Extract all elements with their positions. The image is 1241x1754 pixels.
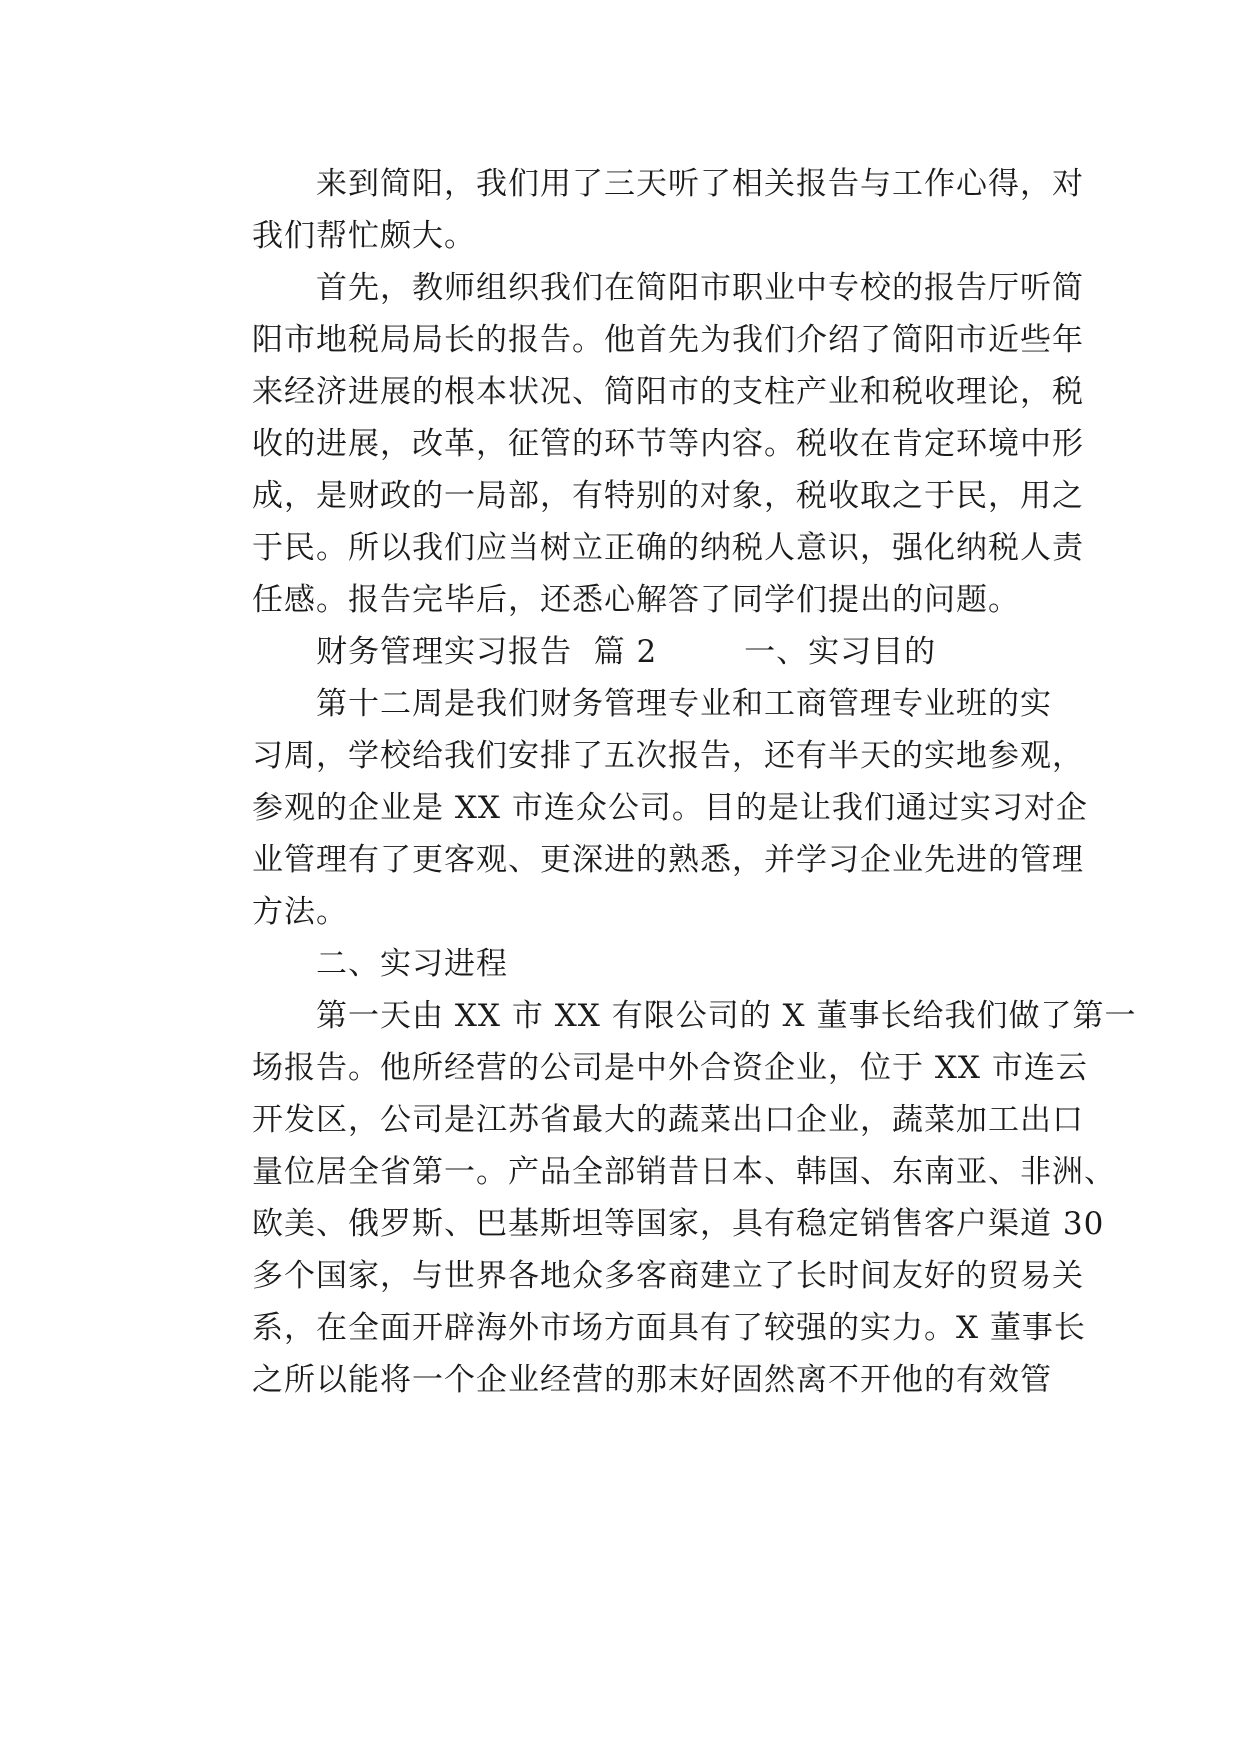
- text-line: 二、实习进程: [316, 946, 508, 982]
- paragraph: [190, 990, 1137, 1406]
- text-line: 欧美、俄罗斯、巴基斯坦等国家，具有稳定销售客户渠道 30: [252, 1206, 1105, 1242]
- text-line: 来经济进展的根本状况、简阳市的支柱产业和税收理论，税: [252, 374, 1084, 410]
- text-line: 多个国家，与世界各地众多客商建立了长时间友好的贸易关: [252, 1258, 1084, 1294]
- text-line: 阳市地税局局长的报告。他首先为我们介绍了简阳市近些年: [252, 322, 1084, 358]
- text-line: 方法。: [252, 894, 348, 930]
- text-line: 来到简阳，我们用了三天听了相关报告与工作心得，对: [316, 166, 1084, 202]
- paragraph: [190, 262, 1084, 626]
- text-line: 任感。报告完毕后，还悉心解答了同学们提出的问题。: [252, 582, 1020, 618]
- text-line: 第一天由 XX 市 XX 有限公司的 X 董事长给我们做了第一: [316, 998, 1137, 1034]
- text-line: 成，是财政的一局部，有特别的对象，税收取之于民，用之: [252, 478, 1084, 514]
- text-line: 量位居全省第一。产品全部销昔日本、韩国、东南亚、非洲、: [252, 1154, 1116, 1190]
- paragraph: [190, 678, 1088, 938]
- document-body: [190, 158, 1137, 1406]
- text-line: 第十二周是我们财务管理专业和工商管理专业班的实: [316, 686, 1052, 722]
- paragraph: [190, 158, 1084, 262]
- section-heading: [190, 626, 1050, 678]
- text-line: 收的进展，改革，征管的环节等内容。税收在肯定环境中形: [252, 426, 1084, 462]
- section-heading: [190, 938, 1050, 990]
- text-line: 场报告。他所经营的公司是中外合资企业，位于 XX 市连云: [252, 1050, 1088, 1086]
- text-line: 财务管理实习报告 篇 2 一、实习目的: [316, 634, 937, 670]
- text-line: 开发区，公司是江苏省最大的蔬菜出口企业，蔬菜加工出口: [252, 1102, 1084, 1138]
- text-line: 习周，学校给我们安排了五次报告，还有半天的实地参观，: [252, 738, 1084, 774]
- text-line: 首先，教师组织我们在简阳市职业中专校的报告厅听简: [316, 270, 1084, 306]
- text-line: 系，在全面开辟海外市场方面具有了较强的实力。X 董事长: [252, 1310, 1086, 1346]
- text-line: 之所以能将一个企业经营的那末好固然离不开他的有效管: [252, 1362, 1052, 1398]
- text-line: 业管理有了更客观、更深进的熟悉，并学习企业先进的管理: [252, 842, 1084, 878]
- text-line: 于民。所以我们应当树立正确的纳税人意识，强化纳税人责: [252, 530, 1084, 566]
- text-line: 我们帮忙颇大。: [252, 218, 476, 254]
- text-line: 参观的企业是 XX 市连众公司。目的是让我们通过实习对企: [252, 790, 1088, 826]
